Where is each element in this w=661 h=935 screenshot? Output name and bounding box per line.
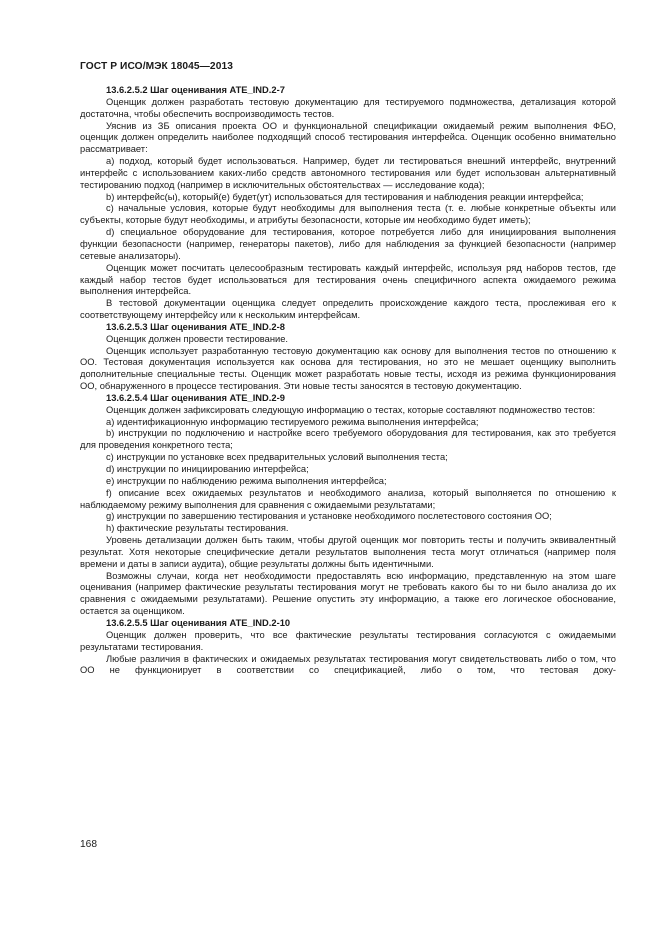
list-item: b) интерфейс(ы), который(е) будет(ут) использоваться для тестирования и наблюдения реакции интерфейса; — [106, 191, 584, 202]
list-item: c) начальные условия, которые будут необходимы для выполнения теста (т. е. любые конкретные объекты или субъекты, которые будут необходимы, и атрибуты безопасности, которые им необходимо будет иметь); — [80, 203, 616, 226]
section-heading: 13.6.2.5.4 Шаг оценивания ATE_IND.2-9 — [106, 392, 285, 403]
list-item: f) описание всех ожидаемых результатов и необходимого анализа, который выполняется по отношению к наблюдаемому режиму выполнения для сравнения с ожидаемыми результатами; — [80, 487, 616, 510]
list-item: d) инструкции по инициированию интерфейса; — [106, 464, 309, 474]
paragraph: Оценщик должен провести тестирование. — [106, 333, 288, 344]
list-item: e) инструкции по наблюдению режима выполнения интерфейса; — [106, 475, 387, 486]
list-item: h) фактические результаты тестирования. — [106, 523, 289, 534]
paragraph: Оценщик должен проверить, что все фактические результаты тестирования согласуются с ожидаемыми результатами тестирования. — [80, 629, 616, 652]
paragraph: Оценщик может посчитать целесообразным тестировать каждый интерфейс, используя ряд наборов тестов, где каждый набор тестов будет использоваться для тестирования очень специфичного аспекта ожидаемого режима выполнения интерфейса. — [80, 262, 616, 297]
paragraph: Оценщик использует разработанную тестовую документацию как основу для выполнения тестов по отношению к ОО. Тестовая документация используется как основа для тестирования, но это не мешает оценщику выполнить дополнительные специальные тесты. Оценщик может разработать новые тесты, исходя из режима функционирования ОО, обнаруженного в процессе тестирования. Эти новые тесты заносятся в тестовую документацию. — [80, 345, 616, 392]
section-heading: 13.6.2.5.2 Шаг оценивания ATE_IND.2-7 — [106, 85, 285, 95]
document-header: ГОСТ Р ИСО/МЭК 18045—2013 — [80, 61, 233, 72]
section-heading: 13.6.2.5.3 Шаг оценивания ATE_IND.2-8 — [106, 321, 285, 332]
paragraph: Уяснив из ЗБ описания проекта ОО и функциональной спецификации ожидаемый режим выполнения ФБО, оценщик должен определить наиболее подходящий способ тестирования интерфейса. Оценщик особенно внимательно рассматривает: — [80, 120, 616, 155]
paragraph: В тестовой документации оценщика следует определить происхождение каждого теста, прослеживая его к соответствующему интерфейсу или к нескольким интерфейсам. — [80, 298, 616, 321]
list-item: a) подход, который будет использоваться. Например, будет ли тестироваться внешний интерфейс, внутренний интерфейс с использованием каких-либо средств автономного тестирования или будет использован альтернативный тестированию подход (например в исключительных обстоятельствах — исследование кода); — [80, 156, 616, 190]
paragraph: Оценщик должен разработать тестовую документацию для тестируемого подмножества, детализация которой достаточна, чтобы обеспечить воспроизводимость тестов. — [80, 96, 616, 119]
list-item: a) идентификационную информацию тестируемого режима выполнения интерфейса; — [106, 416, 479, 427]
paragraph: Любые различия в фактических и ожидаемых результатах тестирования могут свидетельствовать либо о том, что ОО не функционирует в соответствии со спецификацией, либо о том, что тестовая доку- — [80, 653, 616, 676]
paragraph: Оценщик должен зафиксировать следующую информацию о тестах, которые составляют подмножество тестов: — [106, 404, 596, 415]
page-number: 168 — [80, 839, 97, 850]
list-item: b) инструкции по подключению и настройке всего требуемого оборудования для тестирования, как это требуется для проведения конкретного теста; — [80, 428, 616, 451]
list-item: c) инструкции по установке всех предварительных условий выполнения теста; — [106, 452, 448, 463]
section-heading: 13.6.2.5.5 Шаг оценивания ATE_IND.2-10 — [106, 617, 291, 628]
page-body — [80, 85, 616, 677]
paragraph: Уровень детализации должен быть таким, чтобы другой оценщик мог повторить тесты и получить эквивалентный результат. Хотя некоторые специфические детали результатов выполнения теста могут отличаться (например поля времени и даты в записи аудита), общие результаты должны быть идентичными. — [80, 535, 616, 569]
paragraph: Возможны случаи, когда нет необходимости предоставлять всю информацию, представленную на этом шаге оценивания (например фактические результаты тестирования могут не требовать какого бы то ни было анализа до их сравнения с ожидаемыми результатами). Решение опустить эту информацию, а также его логическое обоснование, остается за оценщиком. — [80, 570, 616, 617]
list-item: g) инструкции по завершению тестирования и установке необходимого послетестового состояния ОО; — [106, 511, 552, 522]
list-item: d) специальное оборудование для тестирования, которое потребуется либо для инициирования выполнения функции безопасности (например, генераторы пакетов), либо для наблюдения за функцией безопасности (например сетевые анализаторы). — [80, 227, 616, 261]
